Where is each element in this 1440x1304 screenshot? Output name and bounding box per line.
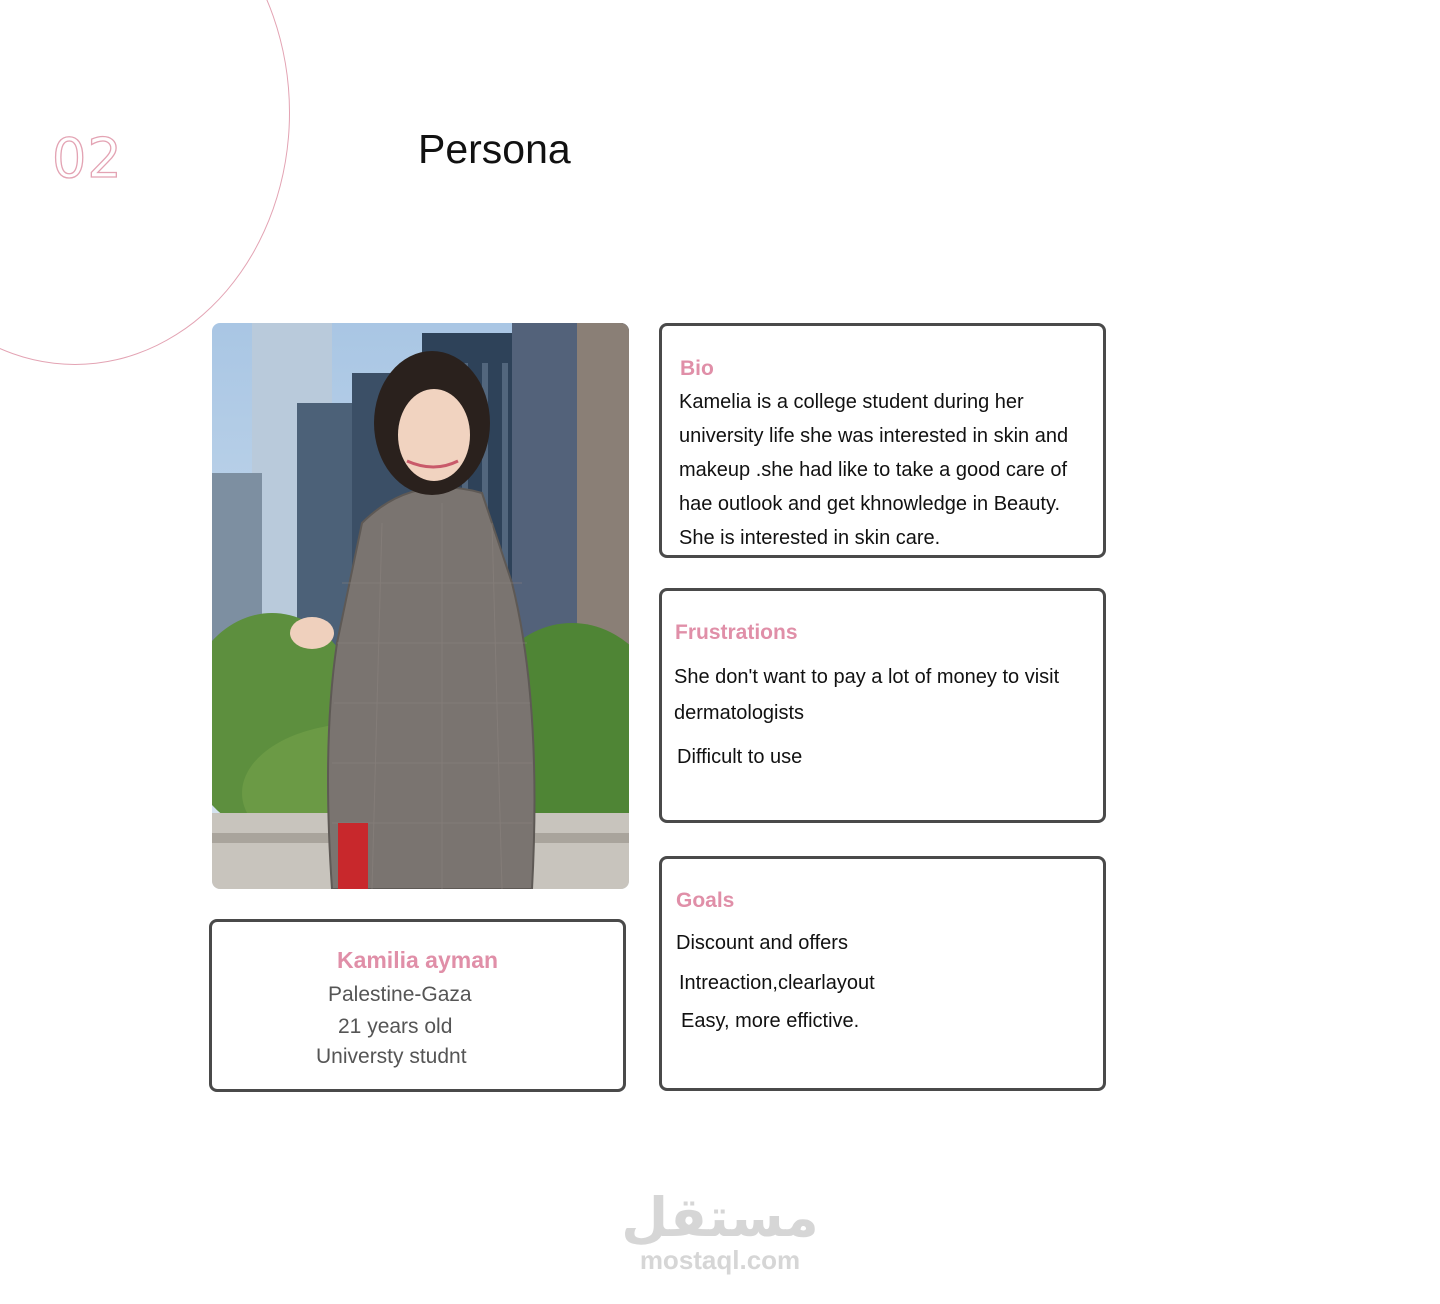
bio-line: university life she was interested in skin and (679, 425, 1069, 447)
persona-photo (212, 323, 629, 889)
frustration-line: dermatologists (674, 702, 805, 724)
bio-title: Bio (680, 357, 714, 380)
persona-occupation: Universty studnt (316, 1045, 467, 1068)
bio-line: Kamelia is a college student during her (679, 391, 1024, 413)
goals-title: Goals (676, 889, 735, 912)
frustrations-title: Frustrations (675, 621, 798, 644)
section-number: 02 (52, 127, 123, 190)
frustration-line: Difficult to use (677, 746, 803, 768)
watermark (600, 1186, 840, 1275)
frustration-line: She don't want to pay a lot of money to visit (674, 666, 1060, 688)
goal-item: Discount and offers (676, 932, 848, 954)
profile-card (209, 919, 626, 1092)
persona-photo-illustration (212, 323, 629, 889)
bio-card (659, 323, 1106, 558)
bio-line: makeup .she had like to take a good care of (679, 459, 1068, 481)
bio-line: hae outlook and get khnowledge in Beauty. (679, 493, 1061, 515)
goals-card (659, 856, 1106, 1091)
persona-location: Palestine-Gaza (328, 983, 472, 1006)
page-title: Persona (418, 126, 571, 172)
persona-name: Kamilia ayman (336, 947, 499, 973)
decorative-circle (0, 0, 290, 365)
goal-item: Easy, more effictive. (681, 1010, 860, 1032)
persona-age: 21 years old (338, 1015, 453, 1038)
goal-item: Intreaction,clearlayout (679, 972, 875, 994)
watermark-latin: mostaql.com (639, 1245, 801, 1275)
watermark-arabic: مستقل (621, 1186, 819, 1249)
frustrations-card (659, 588, 1106, 823)
bio-line: She is interested in skin care. (679, 527, 941, 549)
